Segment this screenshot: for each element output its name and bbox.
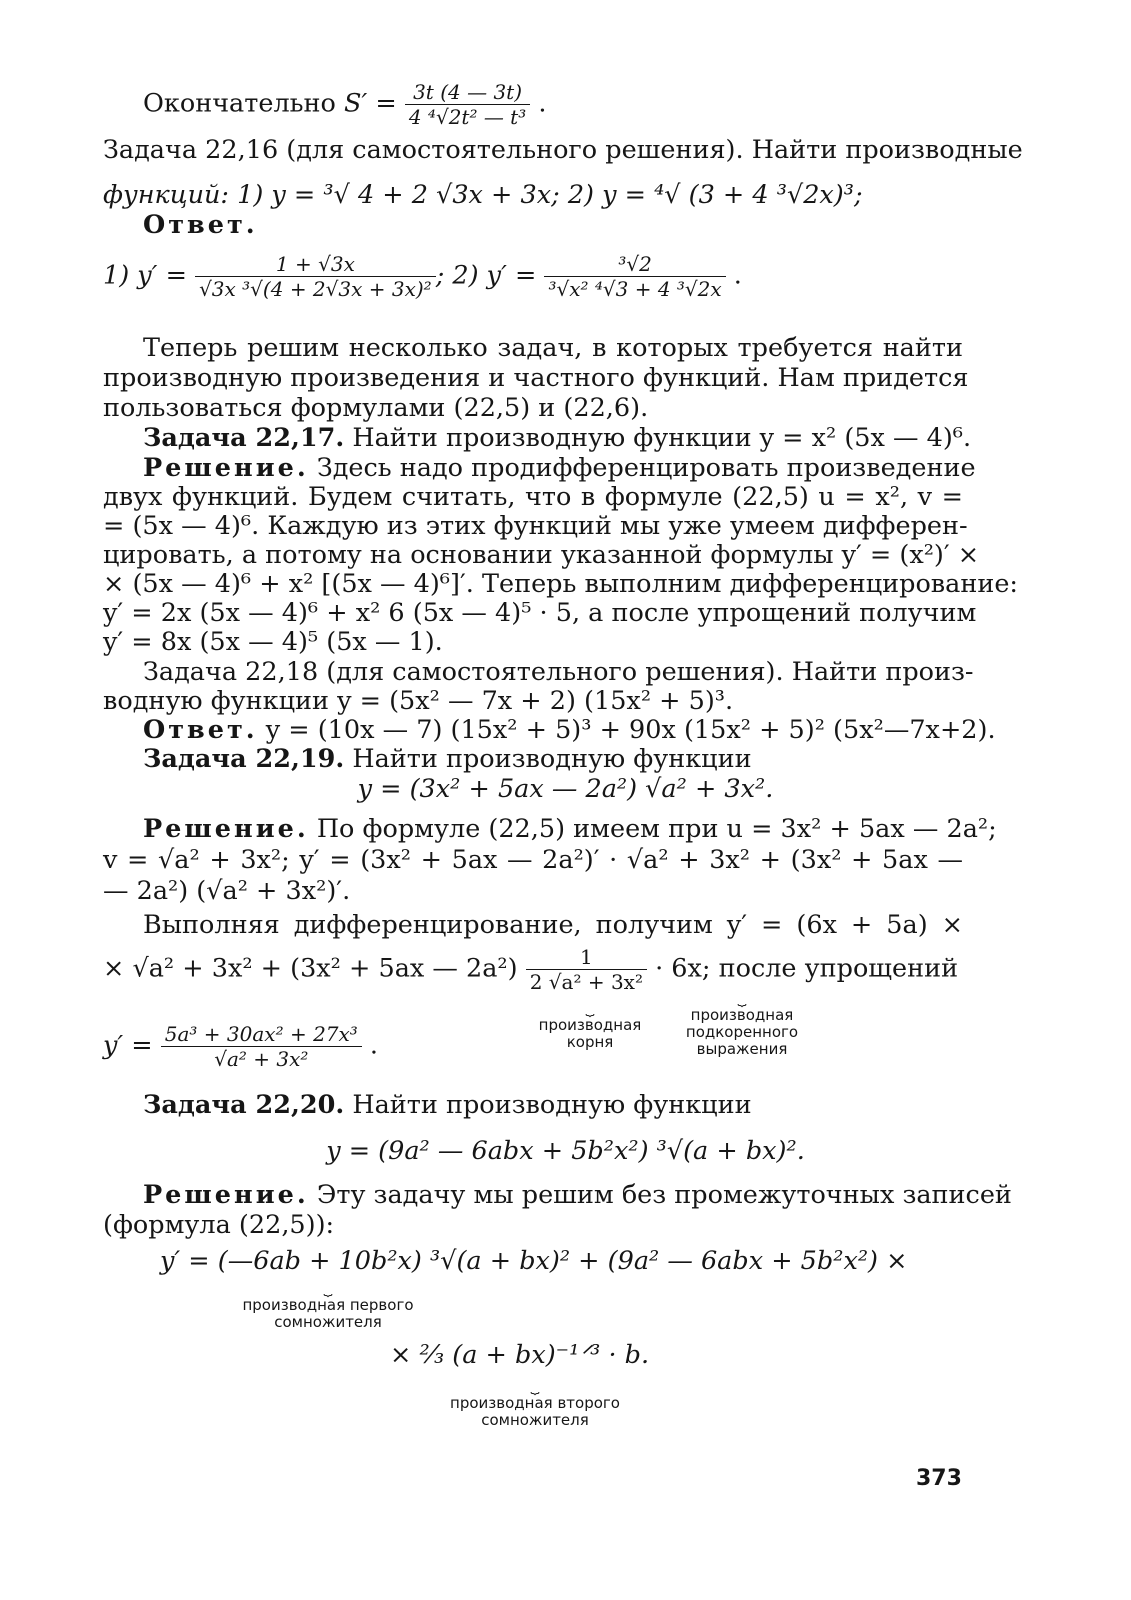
note-text: производная первого сомножителя [242, 1296, 414, 1331]
solution-line [103, 453, 976, 483]
solution-line: y′ = 8x (5x — 4)⁵ (5x — 1). [103, 627, 443, 657]
denominator: 4 ⁴√2t² — t³ [408, 105, 527, 129]
text: · 6x; после упрощений [646, 953, 959, 984]
denominator: 2 √a² + 3x² [529, 970, 643, 994]
task-title: Задача 22,17. [143, 423, 345, 453]
first-factor-derivative: (—6ab + 10b²x) [217, 1246, 422, 1276]
task-text: Найти производную функции [344, 1090, 752, 1120]
task-text: Найти производную функции [344, 744, 752, 774]
task-22-19-formula: y = (3x² + 5ax — 2a²) √a² + 3x². [357, 774, 774, 804]
task-22-18-line: Задача 22,18 (для самостоятельного решения). Найти произ- [143, 657, 974, 687]
solution-label: Решение. [143, 814, 309, 844]
note-text: производная подкоренного выражения [685, 1006, 799, 1058]
task-22-17-head [143, 423, 971, 453]
note-second-factor: ⏟ производная второго сомножителя [450, 1377, 620, 1429]
answers-22-16 [103, 252, 742, 301]
task-title: Задача 22,19. [143, 744, 345, 774]
solution-line [103, 1180, 1012, 1210]
note-first-factor: ⏟ производная первого сомножителя [242, 1279, 414, 1331]
task-22-20-formula-line1 [160, 1246, 907, 1276]
task-22-18-line: водную функции y = (5x² — 7x + 2) (15x² + 5)³. [103, 686, 734, 716]
answer-label: Ответ. [143, 210, 258, 240]
task-22-16-line2 [103, 180, 863, 210]
solution-line: (формула (22,5)): [103, 1210, 335, 1240]
task-22-18-answer [143, 715, 996, 745]
solution-line: Выполняя дифференцирование, получим y′ = (6x + 5a) × [143, 910, 963, 940]
numerator: 1 [526, 945, 647, 970]
answer1-fraction [195, 252, 436, 301]
denominator: √3x ³√(4 + 2√3x + 3x)² [199, 277, 432, 301]
task-22-16-line1: Задача 22,16 (для самостоятельного решения). Найти производные [103, 135, 1023, 165]
text: Здесь надо продифференцировать произведение [308, 453, 976, 483]
punct: . [725, 260, 742, 291]
task-22-20-formula: y = (9a² — 6abx + 5b²x²) ³√(a + bx)². [326, 1136, 805, 1166]
formula-lhs: S′ = [344, 88, 405, 119]
task-22-20-head [143, 1090, 752, 1120]
solution-line: двух функций. Будем считать, что в формуле (22,5) u = x², v = [103, 482, 963, 512]
punct: . [361, 1030, 379, 1061]
answer2-lhs: ; 2) y′ = [435, 260, 545, 291]
punct: . [530, 88, 547, 119]
solution-line [103, 814, 997, 844]
note-radicand-derivative: ⏟ производная подкоренного выражения [685, 989, 799, 1058]
note-text: производная второго сомножителя [450, 1394, 620, 1429]
final-formula-line [143, 80, 546, 129]
para-line: Теперь решим несколько задач, в которых требуется найти [143, 333, 963, 363]
answer1-lhs: 1) y′ = [103, 260, 196, 291]
solution-label: Решение. [143, 1180, 309, 1210]
numerator: 5a³ + 30ax² + 27x³ [161, 1022, 362, 1047]
text: Окончательно [143, 88, 344, 119]
task-text: Найти производную функции y = x² (5x — 4)⁶. [344, 423, 972, 453]
denominator: √a² + 3x² [214, 1047, 309, 1071]
task-22-20-formula-line2: × ²⁄₃ (a + bx)⁻¹ᐟ³ · b. [390, 1340, 650, 1370]
functions: функций: 1) y = ³√ 4 + 2 √3x + 3x; 2) y = ⁴√ (3 + 4 ³√2x)³; [103, 180, 863, 210]
task-title: Задача 22,20. [143, 1090, 345, 1120]
text: ³√(a + bx)² + (9a² — 6abx + 5b²x²) × [421, 1246, 908, 1276]
fraction [526, 945, 647, 994]
solution-line: цировать, а потому на основании указанной формулы y′ = (x²)′ × [103, 540, 980, 570]
solution-line: — 2a²) (√a² + 3x²)′. [103, 876, 351, 906]
fraction [405, 80, 530, 129]
note-root-derivative: ⏟ производная корня [538, 999, 642, 1051]
numerator: 1 + √3x [195, 252, 436, 277]
solution-line-fraction [103, 945, 958, 994]
task-22-19-result [103, 1022, 378, 1071]
numerator: 3t (4 — 3t) [405, 80, 530, 105]
answer2-fraction [544, 252, 725, 301]
para-line: производную произведения и частного функций. Нам придется [103, 363, 969, 393]
answer-label-line [143, 210, 258, 240]
solution-line: v = √a² + 3x²; y′ = (3x² + 5ax — 2a²)′ · √a² + 3x² + (3x² + 5ax — [103, 845, 963, 875]
task-22-19-head [143, 744, 752, 774]
text: × √a² + 3x² + (3x² + 5ax — 2a²) [103, 953, 526, 984]
solution-line: × (5x — 4)⁶ + x² [(5x — 4)⁶]′. Теперь выполним дифференцирование: [103, 569, 1019, 599]
para-line: пользоваться формулами (22,5) и (22,6). [103, 393, 649, 423]
numerator: ³√2 [544, 252, 725, 277]
result-fraction [161, 1022, 362, 1071]
solution-line: y′ = 2x (5x — 4)⁶ + x² 6 (5x — 4)⁵ · 5, а после упрощений получим [103, 598, 977, 628]
page-number: 373 [916, 1466, 962, 1491]
answer-label: Ответ. [143, 715, 258, 745]
denominator: ³√x² ⁴√3 + 4 ³√2x [548, 277, 722, 301]
text: y′ = [160, 1246, 218, 1276]
text: По формуле (22,5) имеем при u = 3x² + 5ax — 2a²; [308, 814, 997, 844]
result-lhs: y′ = [103, 1030, 161, 1061]
solution-line: = (5x — 4)⁶. Каждую из этих функций мы уже умеем дифферен- [103, 511, 968, 541]
solution-label: Решение. [143, 453, 309, 483]
note-text: производная корня [538, 1016, 642, 1051]
text: Эту задачу мы решим без промежуточных записей [308, 1180, 1012, 1210]
answer-text: y = (10x — 7) (15x² + 5)³ + 90x (15x² + 5)² (5x²—7x+2). [257, 715, 996, 745]
